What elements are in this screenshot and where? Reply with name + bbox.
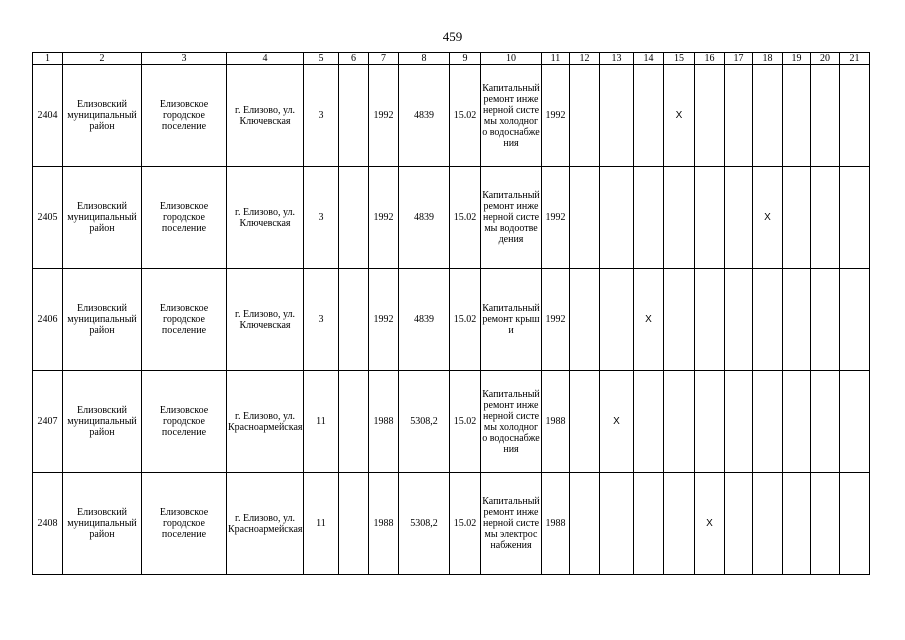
column-number: 4 bbox=[227, 53, 304, 65]
settlement-cell: Елизовское городское поселение bbox=[142, 65, 227, 167]
column-number: 21 bbox=[840, 53, 870, 65]
col6-cell bbox=[339, 473, 369, 575]
year-cell: 1988 bbox=[369, 473, 399, 575]
column-number: 10 bbox=[481, 53, 542, 65]
mark-cell bbox=[811, 371, 840, 473]
year-cell: 1988 bbox=[369, 371, 399, 473]
mark-cell: X bbox=[695, 473, 725, 575]
area-cell: 4839 bbox=[399, 167, 450, 269]
mark-cell bbox=[753, 371, 783, 473]
mark-cell bbox=[664, 371, 695, 473]
work-type-cell: Капитальный ремонт инженерной системы холодного водоснабжения bbox=[481, 65, 542, 167]
column-number: 16 bbox=[695, 53, 725, 65]
col6-cell bbox=[339, 371, 369, 473]
mark-cell bbox=[634, 473, 664, 575]
mark-cell bbox=[753, 473, 783, 575]
mark-cell bbox=[695, 371, 725, 473]
mark-cell bbox=[695, 65, 725, 167]
mark-cell bbox=[840, 269, 870, 371]
mark-cell: X bbox=[600, 371, 634, 473]
row-number: 2404 bbox=[33, 65, 63, 167]
house-number-cell: 11 bbox=[304, 473, 339, 575]
page-number: 459 bbox=[442, 29, 463, 44]
mark-cell bbox=[840, 65, 870, 167]
address-cell: г. Елизово, ул. Ключевская bbox=[227, 167, 304, 269]
settlement-cell: Елизовское городское поселение bbox=[142, 167, 227, 269]
mark-cell bbox=[811, 65, 840, 167]
work-type-cell: Капитальный ремонт инженерной системы электроснабжения bbox=[481, 473, 542, 575]
table-row bbox=[33, 269, 870, 371]
col6-cell bbox=[339, 269, 369, 371]
mark-cell bbox=[811, 167, 840, 269]
house-number-cell: 11 bbox=[304, 371, 339, 473]
work-type-cell: Капитальный ремонт инженерной системы водоотведения bbox=[481, 167, 542, 269]
column-number: 9 bbox=[450, 53, 481, 65]
table-row bbox=[33, 167, 870, 269]
house-number-cell: 3 bbox=[304, 269, 339, 371]
mark-cell bbox=[600, 473, 634, 575]
area-cell: 5308,2 bbox=[399, 371, 450, 473]
column-number-row bbox=[33, 53, 870, 65]
column-number: 20 bbox=[811, 53, 840, 65]
mark-cell bbox=[725, 371, 753, 473]
work-type-cell: Капитальный ремонт инженерной системы холодного водоснабжения bbox=[481, 371, 542, 473]
settlement-cell: Елизовское городское поселение bbox=[142, 473, 227, 575]
year-repair-cell: 1988 bbox=[542, 371, 570, 473]
year-repair-cell: 1988 bbox=[542, 473, 570, 575]
column-number: 7 bbox=[369, 53, 399, 65]
column-number: 13 bbox=[600, 53, 634, 65]
code-cell: 15.02 bbox=[450, 167, 481, 269]
settlement-cell: Елизовское городское поселение bbox=[142, 269, 227, 371]
mark-cell bbox=[570, 371, 600, 473]
year-cell: 1992 bbox=[369, 167, 399, 269]
mark-cell bbox=[725, 167, 753, 269]
mark-cell bbox=[811, 473, 840, 575]
mark-cell bbox=[753, 269, 783, 371]
mark-cell bbox=[570, 65, 600, 167]
code-cell: 15.02 bbox=[450, 269, 481, 371]
mark-cell bbox=[783, 269, 811, 371]
mark-cell bbox=[783, 371, 811, 473]
mark-cell bbox=[570, 167, 600, 269]
column-number: 19 bbox=[783, 53, 811, 65]
mark-cell: X bbox=[753, 167, 783, 269]
year-repair-cell: 1992 bbox=[542, 65, 570, 167]
col6-cell bbox=[339, 167, 369, 269]
code-cell: 15.02 bbox=[450, 65, 481, 167]
area-cell: 4839 bbox=[399, 269, 450, 371]
house-number-cell: 3 bbox=[304, 65, 339, 167]
district-cell: Елизовский муниципальный район bbox=[63, 167, 142, 269]
column-number: 6 bbox=[339, 53, 369, 65]
district-cell: Елизовский муниципальный район bbox=[63, 371, 142, 473]
row-number: 2407 bbox=[33, 371, 63, 473]
column-number: 12 bbox=[570, 53, 600, 65]
address-cell: г. Елизово, ул. Ключевская bbox=[227, 65, 304, 167]
column-number: 1 bbox=[33, 53, 63, 65]
address-cell: г. Елизово, ул. Красноармейская bbox=[227, 473, 304, 575]
column-number: 3 bbox=[142, 53, 227, 65]
table-row bbox=[33, 371, 870, 473]
area-cell: 5308,2 bbox=[399, 473, 450, 575]
column-number: 8 bbox=[399, 53, 450, 65]
mark-cell bbox=[664, 473, 695, 575]
mark-cell bbox=[634, 65, 664, 167]
mark-cell bbox=[600, 65, 634, 167]
mark-cell bbox=[783, 473, 811, 575]
settlement-cell: Елизовское городское поселение bbox=[142, 371, 227, 473]
mark-cell bbox=[753, 65, 783, 167]
mark-cell bbox=[811, 269, 840, 371]
mark-cell bbox=[840, 167, 870, 269]
mark-cell bbox=[695, 269, 725, 371]
mark-cell bbox=[600, 167, 634, 269]
mark-cell bbox=[664, 269, 695, 371]
mark-cell bbox=[725, 473, 753, 575]
column-number: 14 bbox=[634, 53, 664, 65]
mark-cell bbox=[634, 167, 664, 269]
column-number: 5 bbox=[304, 53, 339, 65]
year-cell: 1992 bbox=[369, 269, 399, 371]
code-cell: 15.02 bbox=[450, 473, 481, 575]
mark-cell bbox=[600, 269, 634, 371]
row-number: 2406 bbox=[33, 269, 63, 371]
mark-cell bbox=[725, 269, 753, 371]
code-cell: 15.02 bbox=[450, 371, 481, 473]
mark-cell: X bbox=[634, 269, 664, 371]
mark-cell bbox=[570, 473, 600, 575]
column-number: 2 bbox=[63, 53, 142, 65]
mark-cell bbox=[695, 167, 725, 269]
address-cell: г. Елизово, ул. Ключевская bbox=[227, 269, 304, 371]
year-repair-cell: 1992 bbox=[542, 167, 570, 269]
year-cell: 1992 bbox=[369, 65, 399, 167]
work-type-cell: Капитальный ремонт крыши bbox=[481, 269, 542, 371]
address-cell: г. Елизово, ул. Красноармейская bbox=[227, 371, 304, 473]
table-row bbox=[33, 473, 870, 575]
mark-cell bbox=[783, 65, 811, 167]
column-number: 11 bbox=[542, 53, 570, 65]
mark-cell bbox=[840, 473, 870, 575]
column-number: 15 bbox=[664, 53, 695, 65]
house-number-cell: 3 bbox=[304, 167, 339, 269]
mark-cell bbox=[664, 167, 695, 269]
district-cell: Елизовский муниципальный район bbox=[63, 473, 142, 575]
column-number: 17 bbox=[725, 53, 753, 65]
mark-cell bbox=[783, 167, 811, 269]
row-number: 2405 bbox=[33, 167, 63, 269]
registry-table bbox=[32, 52, 870, 575]
mark-cell bbox=[725, 65, 753, 167]
year-repair-cell: 1992 bbox=[542, 269, 570, 371]
column-number: 18 bbox=[753, 53, 783, 65]
district-cell: Елизовский муниципальный район bbox=[63, 269, 142, 371]
table-row bbox=[33, 65, 870, 167]
mark-cell: X bbox=[664, 65, 695, 167]
area-cell: 4839 bbox=[399, 65, 450, 167]
col6-cell bbox=[339, 65, 369, 167]
mark-cell bbox=[840, 371, 870, 473]
mark-cell bbox=[634, 371, 664, 473]
mark-cell bbox=[570, 269, 600, 371]
row-number: 2408 bbox=[33, 473, 63, 575]
district-cell: Елизовский муниципальный район bbox=[63, 65, 142, 167]
